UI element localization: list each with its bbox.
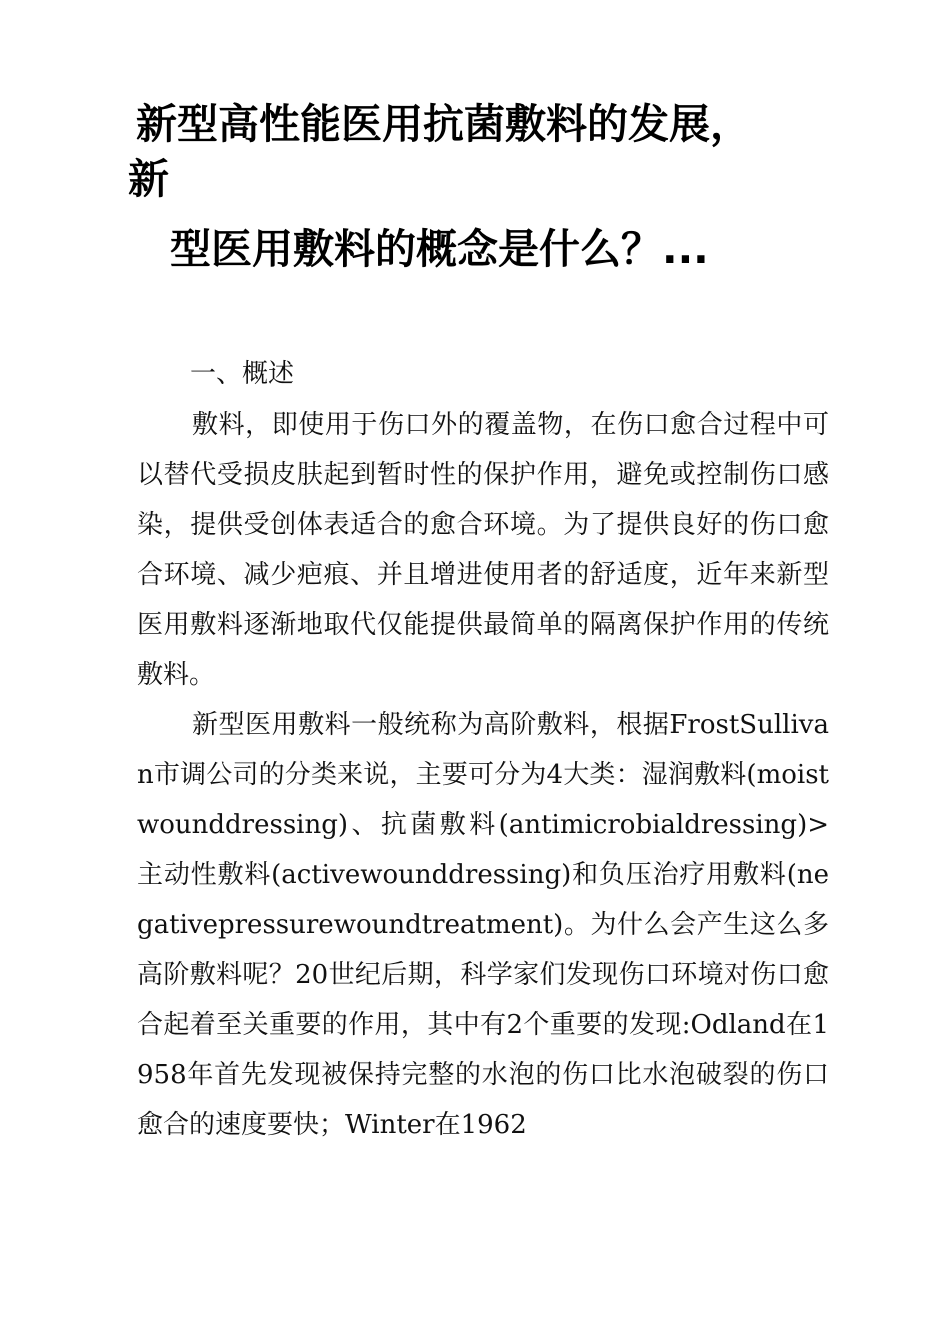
document-title-line-3: 型医用敷料的概念是什么？... <box>170 225 709 273</box>
document-title-line-2: 新 <box>128 155 169 203</box>
paragraph-1: 敷料，即使用于伤口外的覆盖物，在伤口愈合过程中可以替代受损皮肤起到暂时性的保护作用，避免或控制伤口感染，提供受创体表适合的愈合环境。为了提供良好的伤口愈合环境、减少疤痕、并且增进使用者的舒适度，近年来新型医用敷料逐渐地取代仅能提供最简单的隔离保护作用的传统敷料。 <box>137 410 829 690</box>
paragraph-2: 新型医用敷料一般统称为高阶敷料，根据FrostSullivan市调公司的分类来说，主要可分为4大类：湿润敷料(moistwounddressing)、抗菌敷料(antimicrobialdressing)> 主动性敷料(activewounddressing)和负压治疗用敷料(negativepressurewoundtreatment)。为什么会产生这么多高阶敷料呢？20世纪后期，科学家们发现伤口环境对伤口愈合起着至关重要的作用，其中有2个重要的发现:Odland在1958年首先发现被保持完整的水泡的伤口比水泡破裂的伤口愈合的速度要快；Winter在1962 <box>137 710 829 1140</box>
document-title-line-1: 新型高性能医用抗菌敷料的发展， <box>136 100 751 148</box>
section-heading: 一、概述 <box>190 359 295 389</box>
